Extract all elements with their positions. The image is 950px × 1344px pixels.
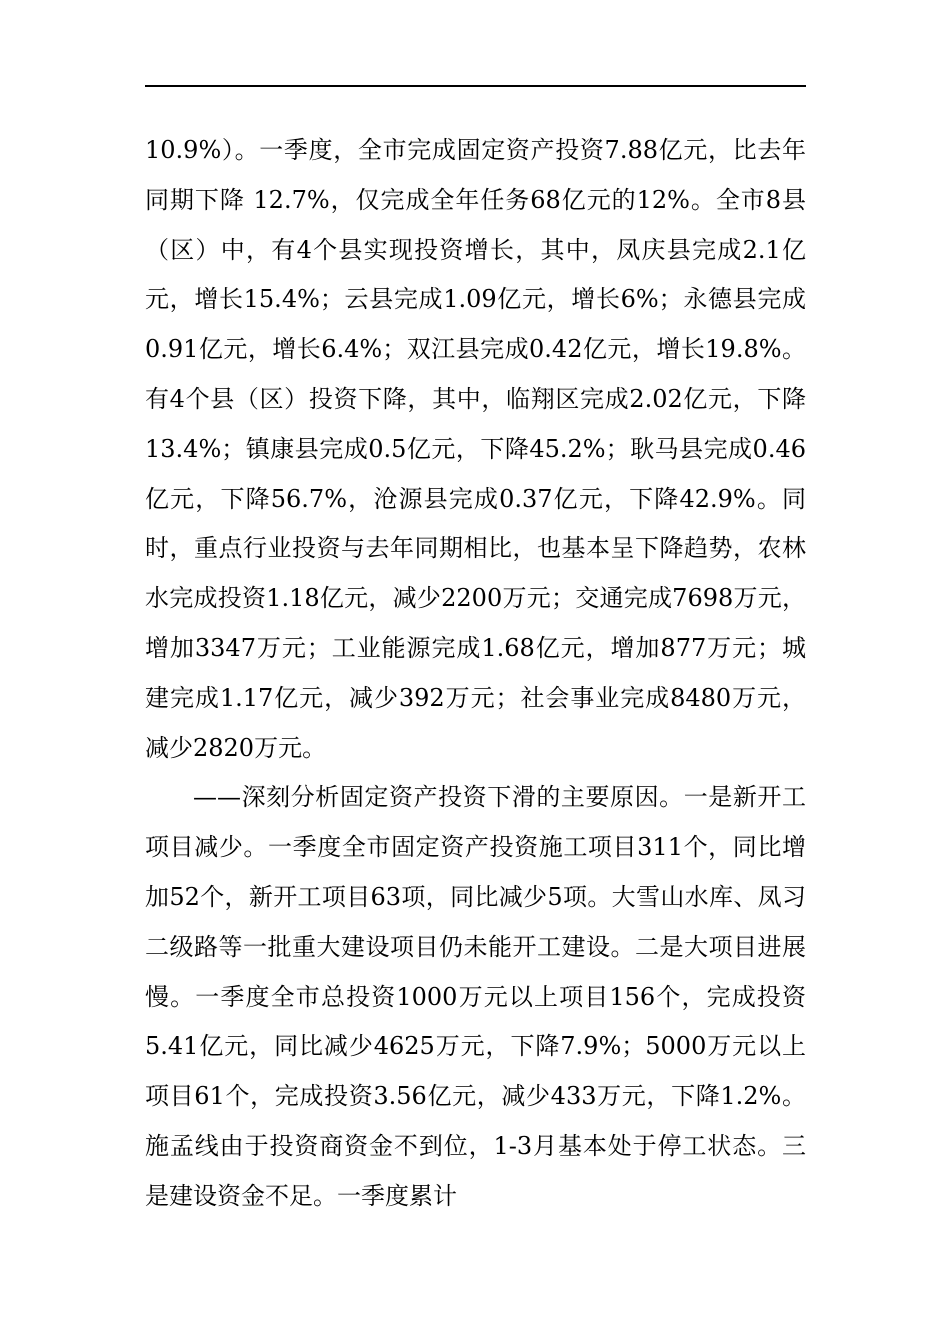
paragraph-decline-causes: ——深刻分析固定资产投资下滑的主要原因。一是新开工项目减少。一季度全市固定资产投资施工项目311个，同比增加52个，新开工项目63项，同比减少5项。大雪山水库、凤习二级路等一批重大建设项目仍未能开工建设。二是大项目进展慢。一季度全市总投资1000万元以上项目156个，完成投资5.41亿元，同比减少4625万元，下降7.9%；5000万元以上项目61个，完成投资3.56亿元，减少433万元，下降1.2%。施孟线由于投资商资金不到位，1-3月基本处于停工状态。三是建设资金不足。一季度累计 bbox=[145, 783, 806, 1210]
paragraph-investment-summary: 10.9%）。一季度，全市完成固定资产投资7.88亿元，比去年同期下降 12.7%，仅完成全年任务68亿元的12%。全市8县（区）中，有4个县实现投资增长，其中，凤庆县完成2.1亿元，增长15.4%；云县完成1.09亿元，增长6%；永德县完成0.91亿元，增长6.4%；双江县完成0.42亿元，增长19.8%。有4个县（区）投资下降，其中，临翔区完成2.02亿元，下降13.4%；镇康县完成0.5亿元，下降45.2%；耿马县完成0.46亿元，下降56.7%，沧源县完成0.37亿元，下降42.9%。同时，重点行业投资与去年同期相比，也基本呈下降趋势，农林水完成投资1.18亿元，减少2200万元；交通完成7698万元，增加3347万元；工业能源完成1.68亿元，增加877万元；城建完成1.17亿元，减少392万元；社会事业完成8480万元，减少2820万元。 bbox=[145, 136, 806, 762]
header-rule bbox=[145, 85, 806, 87]
body-text bbox=[145, 126, 806, 1222]
